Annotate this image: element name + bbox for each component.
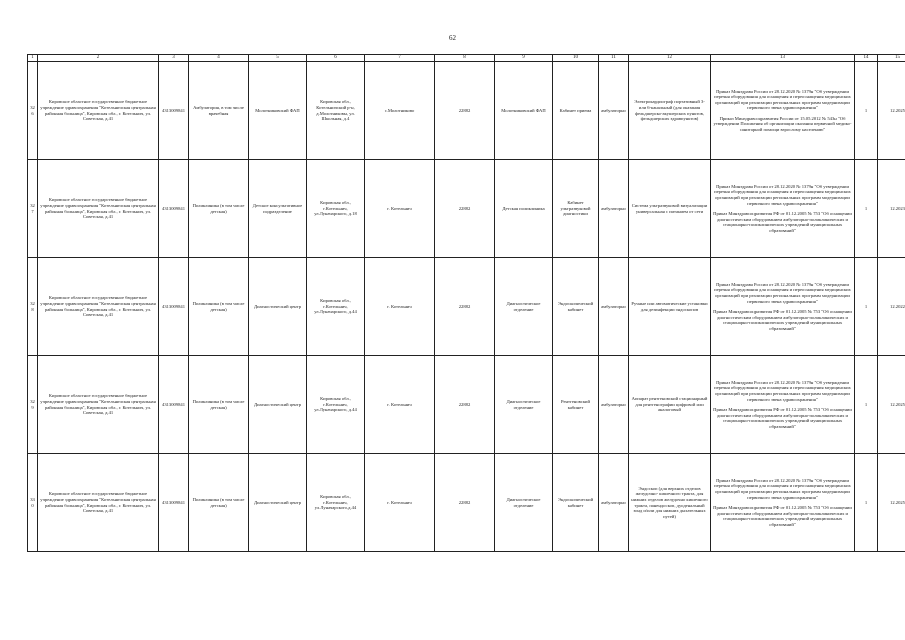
inn-cell: 4313009841 xyxy=(159,454,189,552)
col-header-11: 11 xyxy=(599,55,629,62)
col-header-13: 13 xyxy=(711,55,855,62)
department-cell: Детская поликлиника xyxy=(495,160,553,258)
legal-basis-paragraph: Приказ Минздрава России от 28.12.2020 № 1379н "Об утверждении перечня оборудования для оснащения и переоснащения медицинских организаций при реализации региональных программ модернизации первичного звена здравоохранения" xyxy=(714,477,851,500)
legal-basis-paragraph: Приказ Минздравсоцразвития России от 15.05.2012 № 543н "Об утверждении Положения об организации оказания первичной медико-санитарной помощи взрослому населению" xyxy=(713,115,852,133)
inn-cell: 4313009841 xyxy=(159,62,189,160)
page-number: 62 xyxy=(449,34,456,42)
address-cell: Кировская обл., Котельничский р-н, д.Молотниковы, ул. Школьная, д.4 xyxy=(307,62,365,160)
table-row xyxy=(28,356,905,454)
date-cell: 12.2025 xyxy=(878,356,905,454)
quantity-cell: 1 xyxy=(855,454,878,552)
date-cell: 12.2025 xyxy=(878,454,905,552)
organization-cell: Кировское областное государственное бюджетное учреждение здравоохранения "Котельничская центральная районная больница", Кировская обл., г. Котельнич, ул. Советская, д.41 xyxy=(38,160,159,258)
quantity-cell: 1 xyxy=(855,62,878,160)
legal-basis-paragraph: Приказ Минздрава России от 28.12.2020 № 1379н "Об утверждении перечня оборудования для оснащения и переоснащения медицинских организаций при реализации региональных программ модернизации первичного звена здравоохранения" xyxy=(714,379,851,402)
column-number-row xyxy=(28,55,905,62)
legal-basis-paragraph: Приказ Минздрава России от 28.12.2020 № 1379н "Об утверждении перечня оборудования для оснащения и переоснащения медицинских организаций при реализации региональных программ модернизации первичного звена здравоохранения" xyxy=(714,281,851,304)
legal-basis-paragraph: Приказ Минздравсоцразвития РФ от 01.12.2005 № 753 "Об оснащении диагностическим оборудованием амбулаторно-поликлинических и стационарно-поликлинических учреждений муниципальных образований" xyxy=(713,505,852,527)
legal-basis-paragraph: Приказ Минздрава России от 28.12.2020 № 1379н "Об утверждении перечня оборудования для оснащения и переоснащения медицинских организаций при реализации региональных программ модернизации первичного звена здравоохранения" xyxy=(714,183,851,206)
legal-basis-cell xyxy=(711,356,855,454)
unit-cell: Молотниковский ФАП xyxy=(249,62,307,160)
facility-type-cell: Поликлиника (в том числе детская) xyxy=(189,356,249,454)
inn-cell: 4313009841 xyxy=(159,258,189,356)
department-cell: Молотниковский ФАП xyxy=(495,62,553,160)
department-cell: Диагностическое отделение xyxy=(495,258,553,356)
legal-basis-paragraph: Приказ Минздравсоцразвития РФ от 01.12.2005 № 753 "Об оснащении диагностическим оборудованием амбулаторно-поликлинических и стационарно-поликлинических учреждений муниципальных образований" xyxy=(713,211,852,233)
locality-cell: г. Котельнич xyxy=(365,258,435,356)
care-mode-cell: амбулаторно xyxy=(599,454,629,552)
organization-cell: Кировское областное государственное бюджетное учреждение здравоохранения "Котельничская центральная районная больница", Кировская обл., г. Котельнич, ул. Советская, д.41 xyxy=(38,62,159,160)
row-number: 328 xyxy=(28,258,38,356)
equipment-register-table xyxy=(27,54,905,552)
organization-cell: Кировское областное государственное бюджетное учреждение здравоохранения "Котельничская центральная районная больница", Кировская обл., г. Котельнич, ул. Советская, д.41 xyxy=(38,454,159,552)
col-header-6: 6 xyxy=(307,55,365,62)
col-header-5: 5 xyxy=(249,55,307,62)
col-header-15: 15 xyxy=(878,55,905,62)
date-cell: 12.2022 xyxy=(878,258,905,356)
inn-cell: 4313009841 xyxy=(159,356,189,454)
row-number: 327 xyxy=(28,160,38,258)
legal-basis-cell xyxy=(711,454,855,552)
room-cell: Рентгеновский кабинет xyxy=(553,356,599,454)
col-header-2: 2 xyxy=(38,55,159,62)
col-header-12: 12 xyxy=(629,55,711,62)
col-header-9: 9 xyxy=(495,55,553,62)
locality-cell: г. Котельнич xyxy=(365,454,435,552)
legal-basis-paragraph: Приказ Минздрава России от 28.12.2020 № 1379н "Об утверждении перечня оборудования для оснащения и переоснащения медицинских организаций при реализации региональных программ модернизации первичного звена здравоохранения" xyxy=(714,88,851,111)
equipment-cell: Эндоскоп (для верхних отделов желудочно- кишечного тракта, для нижних отделов желудочно кишечного тракта, панендоскоп, дуоденальный зонд и/или для нижних дыхательных путей) xyxy=(629,454,711,552)
care-mode-cell: амбулаторно xyxy=(599,356,629,454)
facility-type-cell: Поликлиника (в том числе детская) xyxy=(189,160,249,258)
equipment-cell: Система ультразвуковой визуализации универсальная с питанием от сети xyxy=(629,160,711,258)
legal-basis-cell xyxy=(711,62,855,160)
organization-cell: Кировское областное государственное бюджетное учреждение здравоохранения "Котельничская центральная районная больница", Кировская обл., г. Котельнич, ул. Советская, д.41 xyxy=(38,258,159,356)
quantity-cell: 1 xyxy=(855,160,878,258)
care-mode-cell: амбулаторно xyxy=(599,62,629,160)
table-row xyxy=(28,258,905,356)
facility-type-cell: Поликлиника (в том числе детская) xyxy=(189,454,249,552)
row-number: 330 xyxy=(28,454,38,552)
legal-basis-paragraph: Приказ Минздравсоцразвития РФ от 01.12.2005 № 753 "Об оснащении диагностическим оборудованием амбулаторно-поликлинических и стационарно-поликлинических учреждений муниципальных образований" xyxy=(713,309,852,331)
col-header-7: 7 xyxy=(365,55,435,62)
equipment-cell: Аппарат рентгеновский стационарный для рентгенографии цифровой или аналоговый xyxy=(629,356,711,454)
legal-basis-cell xyxy=(711,160,855,258)
locality-cell: г. Котельнич xyxy=(365,356,435,454)
locality-cell: с.Молотниково xyxy=(365,62,435,160)
inn-cell: 4313009841 xyxy=(159,160,189,258)
col-header-4: 4 xyxy=(189,55,249,62)
room-cell: Эндоскопический кабинет xyxy=(553,258,599,356)
col-header-3: 3 xyxy=(159,55,189,62)
code-cell: 22882 xyxy=(435,160,495,258)
date-cell: 12.2025 xyxy=(878,62,905,160)
address-cell: Кировская обл., г.Котельнич, ул.Луначарского, д.18 xyxy=(307,160,365,258)
code-cell: 22882 xyxy=(435,258,495,356)
care-mode-cell: амбулаторно xyxy=(599,160,629,258)
unit-cell: Диагностический центр xyxy=(249,454,307,552)
row-number: 329 xyxy=(28,356,38,454)
code-cell: 22882 xyxy=(435,356,495,454)
table-row xyxy=(28,454,905,552)
date-cell: 12.2023 xyxy=(878,160,905,258)
legal-basis-cell xyxy=(711,258,855,356)
legal-basis-paragraph: Приказ Минздравсоцразвития РФ от 01.12.2005 № 753 "Об оснащении диагностическим оборудованием амбулаторно-поликлинических и стационарно-поликлинических учреждений муниципальных образований" xyxy=(713,407,852,429)
row-number: 326 xyxy=(28,62,38,160)
room-cell: Кабинет ультразвуковой диагностики xyxy=(553,160,599,258)
address-cell: Кировская обл., г.Котельнич, ул.Луначарского, д.44 xyxy=(307,356,365,454)
address-cell: Кировская обл., г.Котельнич, ул.Луначарского, д.44 xyxy=(307,258,365,356)
room-cell: Кабинет приема xyxy=(553,62,599,160)
department-cell: Диагностическое отделение xyxy=(495,454,553,552)
unit-cell: Диагностический центр xyxy=(249,356,307,454)
care-mode-cell: амбулаторно xyxy=(599,258,629,356)
code-cell: 22882 xyxy=(435,454,495,552)
quantity-cell: 1 xyxy=(855,356,878,454)
col-header-10: 10 xyxy=(553,55,599,62)
room-cell: Эндоскопический кабинет xyxy=(553,454,599,552)
facility-type-cell: Амбулатория, в том числе врачебная xyxy=(189,62,249,160)
table-row xyxy=(28,62,905,160)
unit-cell: Детское консультативное подразделение xyxy=(249,160,307,258)
equipment-cell: Ручные или автоматические установки для дезинфекции эндоскопов xyxy=(629,258,711,356)
col-header-14: 14 xyxy=(855,55,878,62)
locality-cell: г. Котельнич xyxy=(365,160,435,258)
department-cell: Диагностическое отделение xyxy=(495,356,553,454)
col-header-8: 8 xyxy=(435,55,495,62)
code-cell: 22882 xyxy=(435,62,495,160)
quantity-cell: 1 xyxy=(855,258,878,356)
col-header-1: 1 xyxy=(28,55,38,62)
facility-type-cell: Поликлиника (в том числе детская) xyxy=(189,258,249,356)
address-cell: Кировская обл., г.Котельнич, ул.Луначарского,д.44 xyxy=(307,454,365,552)
organization-cell: Кировское областное государственное бюджетное учреждение здравоохранения "Котельничская центральная районная больница", Кировская обл., г. Котельнич, ул. Советская, д.41 xyxy=(38,356,159,454)
table-row xyxy=(28,160,905,258)
equipment-cell: Электрокардиограф портативный 3- или 6-канальный (для оказания фельдшерско-акушерских пунктов, фельдшерских здравпунктов) xyxy=(629,62,711,160)
unit-cell: Диагностический центр xyxy=(249,258,307,356)
